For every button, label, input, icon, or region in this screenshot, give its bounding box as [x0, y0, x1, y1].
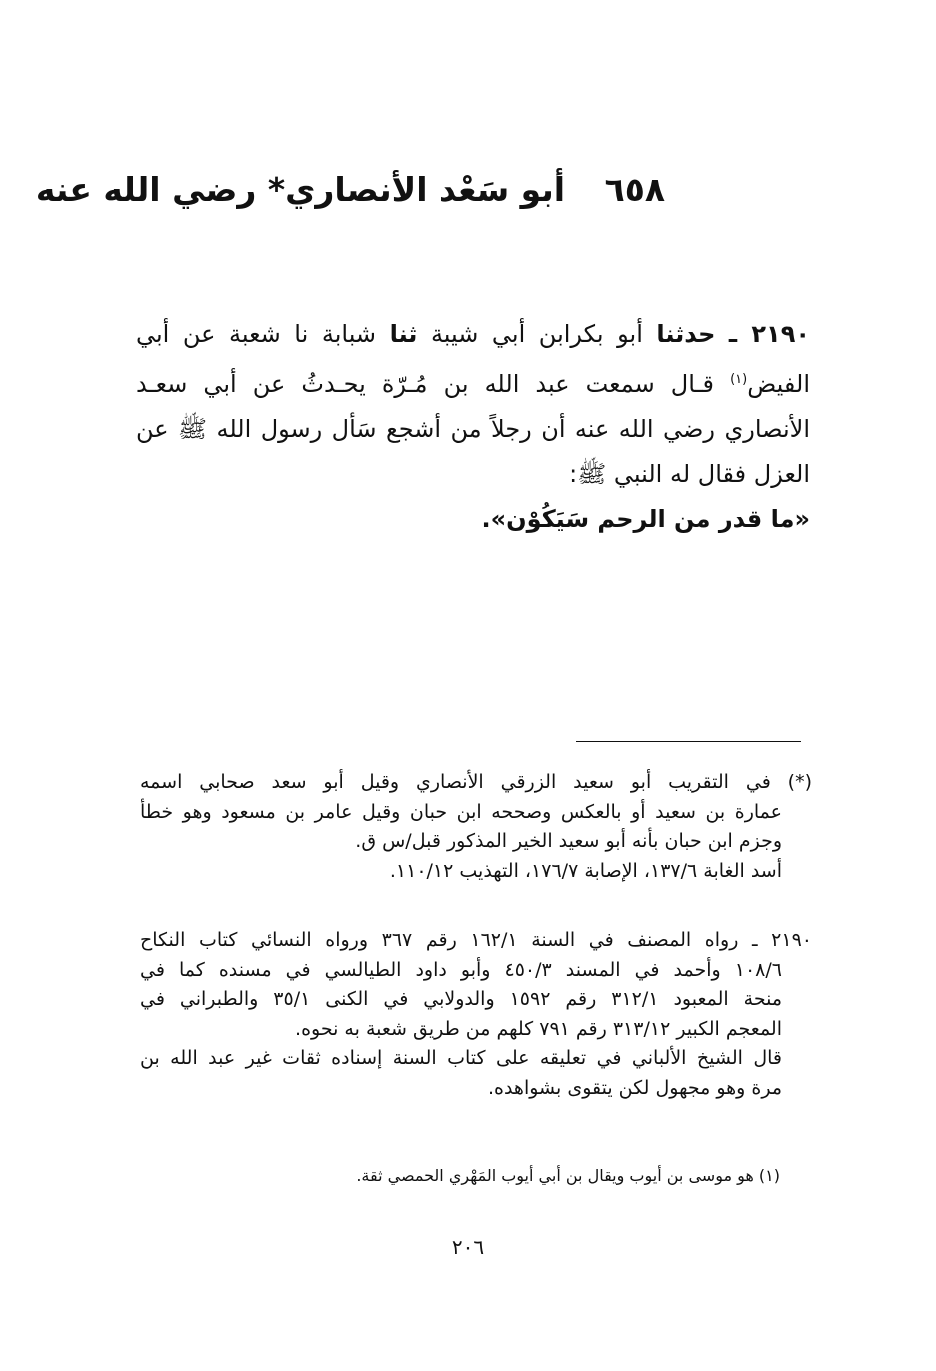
- footnote-2190-line: منحة المعبود ٣١٢/١ رقم ١٥٩٢ والدولابي في الكنى ٣٥/١ والطبراني في: [140, 988, 783, 1010]
- footnote-star-line: وجزم ابن حبان بأنه أبو سعيد الخير المذكور قبل/س ق.: [355, 830, 782, 852]
- footnote-separator: [576, 741, 801, 742]
- hadith-line-2-start: الفيض: [747, 370, 810, 398]
- hadith-quote: «ما قدر من الرحم سَيَكُوْن».: [481, 505, 810, 533]
- page-number: ٢٠٦: [451, 1235, 485, 1259]
- footnote-2190-line: قال الشيخ الألباني في تعليقه على كتاب السنة إسناده ثقات غير عبد الله بن: [140, 1047, 782, 1069]
- chapter-title: [35, 168, 665, 212]
- chapter-number: ٦٥٨: [604, 170, 665, 209]
- hadith-number: ٢١٩٠ ـ: [728, 320, 810, 348]
- hadith-line-1: [136, 312, 810, 357]
- footnote-2190-line: مرة وهو مجهول لكن يتقوى بشواهده.: [487, 1076, 782, 1099]
- hadith-line-2-rest: قـال سمعت عبد الله بن مُـرّة يحـدثُ عن أبي سعـد: [136, 370, 715, 398]
- hadith-chain-thana: ثنا: [389, 320, 418, 348]
- hadith-line-4: العزل فقال له النبي ﷺ:: [569, 460, 810, 488]
- footnote-2190-line: المعجم الكبير ٣١٣/١٢ رقم ٧٩١ كلهم من طريق شعبة به نحوه.: [295, 1017, 782, 1040]
- hadith-chain-narrator: أبو بكرابن أبي شيبة: [430, 320, 643, 348]
- footnote-1: (١) هو موسى بن أيوب ويقال بن أبي أيوب المَهْري الحمصي ثقة.: [356, 1166, 780, 1185]
- chapter-title-text: أبو سَعْد الأنصاري* رضي الله عنه: [35, 170, 566, 209]
- footnote-star-line: أسد الغابة ١٣٧/٦، الإصابة ١٧٦/٧، التهذيب ١١٠/١٢.: [389, 859, 782, 882]
- footnote-2190: [140, 926, 812, 1103]
- hadith-chain-rest: شبابة نا شعبة عن أبي: [136, 320, 377, 348]
- footnote-reference: (١): [730, 372, 748, 387]
- hadith-text: [136, 312, 810, 542]
- footnote-star: [140, 768, 812, 886]
- footnote-star-line: عمارة بن سعيد أو بالعكس وصححه ابن حبان وقيل عامر بن مسعود وهو خطأ: [140, 800, 782, 823]
- footnote-star-line: (*) في التقريب أبو سعيد الزرقي الأنصاري وقيل أبو سعد صحابي اسمه: [140, 771, 812, 793]
- hadith-chain-haddathana: حدثنا: [656, 320, 716, 348]
- footnote-2190-line: ١٠٨/٦ وأحمد في المسند ٤٥٠/٣ وأبو داود الطيالسي في مسنده كما في: [140, 958, 782, 981]
- hadith-line-3: الأنصاري رضي الله عنه أن رجلاً من أشجع سَأل رسول الله ﷺ عن: [136, 415, 810, 443]
- hadith-line-2: [136, 357, 810, 407]
- footnote-2190-line: ٢١٩٠ ـ رواه المصنف في السنة ١٦٢/١ رقم ٣٦٧ ورواه النسائي كتاب النكاح: [140, 929, 812, 951]
